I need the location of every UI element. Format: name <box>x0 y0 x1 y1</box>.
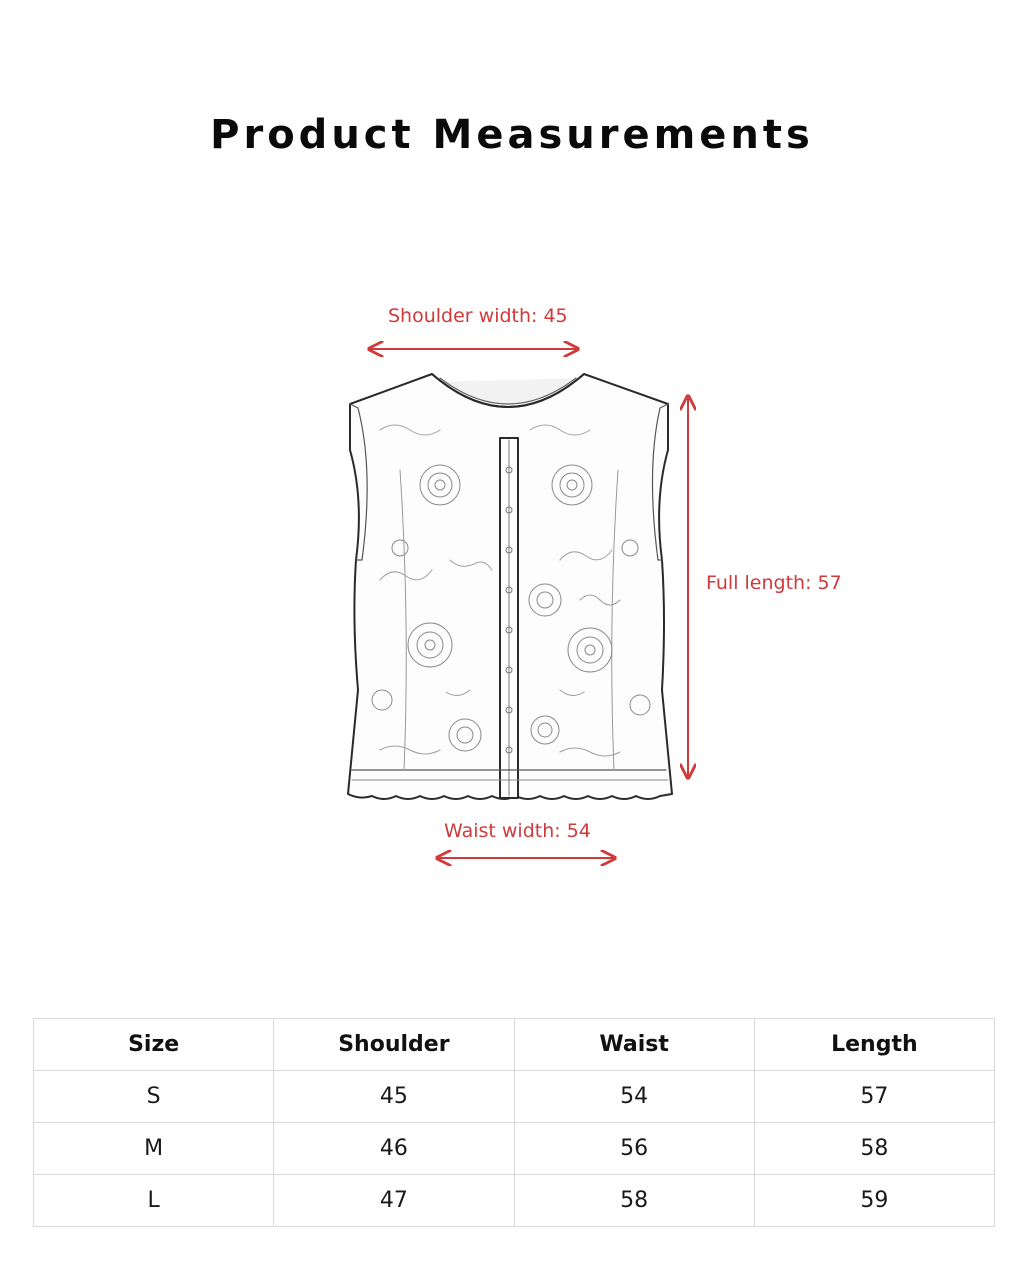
table-header-row <box>34 1019 995 1071</box>
cell-shoulder: 46 <box>274 1123 514 1175</box>
cell-length: 59 <box>754 1175 994 1227</box>
header-size: Size <box>34 1019 274 1071</box>
cell-length: 58 <box>754 1123 994 1175</box>
cell-waist: 58 <box>514 1175 754 1227</box>
page-title: Product Measurements <box>210 112 814 158</box>
cell-waist: 54 <box>514 1071 754 1123</box>
table-row <box>34 1071 995 1123</box>
shoulder-width-label: Shoulder width: 45 <box>388 305 568 327</box>
cell-size: L <box>34 1175 274 1227</box>
table-row <box>34 1123 995 1175</box>
cell-shoulder: 47 <box>274 1175 514 1227</box>
cell-size: S <box>34 1071 274 1123</box>
garment-illustration <box>348 374 672 799</box>
table-row <box>34 1175 995 1227</box>
header-shoulder: Shoulder <box>274 1019 514 1071</box>
cell-waist: 56 <box>514 1123 754 1175</box>
cell-length: 57 <box>754 1071 994 1123</box>
size-chart-table <box>33 1018 995 1227</box>
full-length-label: Full length: 57 <box>706 572 842 594</box>
waist-width-label: Waist width: 54 <box>444 820 591 842</box>
cell-shoulder: 45 <box>274 1071 514 1123</box>
cell-size: M <box>34 1123 274 1175</box>
header-waist: Waist <box>514 1019 754 1071</box>
header-length: Length <box>754 1019 994 1071</box>
